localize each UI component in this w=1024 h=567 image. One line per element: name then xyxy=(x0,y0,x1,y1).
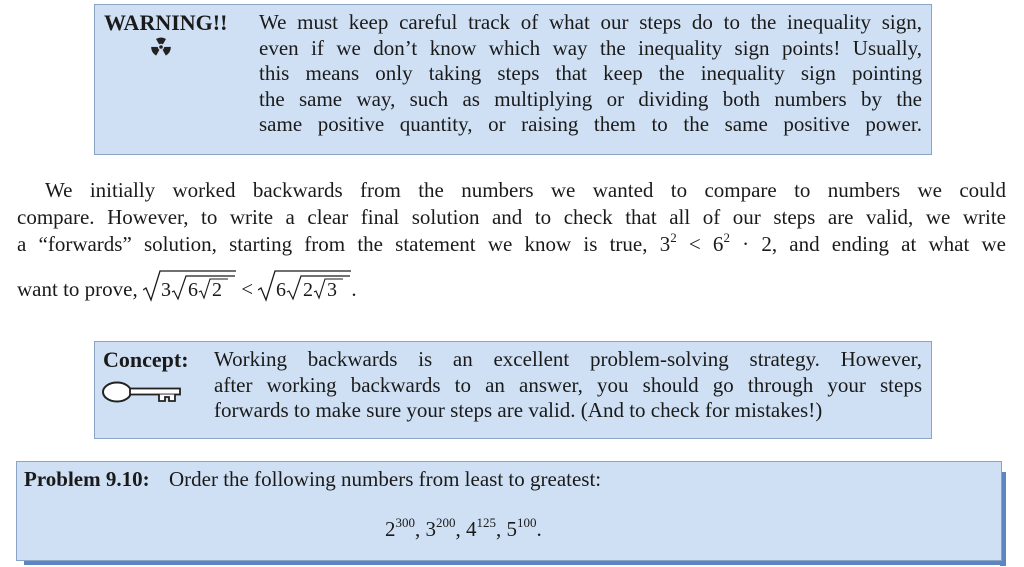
power-exponent: 125 xyxy=(476,515,496,530)
period: . xyxy=(351,277,357,301)
body-line: We initially worked backwards from the numbers we wanted to compare to numbers we could xyxy=(45,178,1006,202)
radicand: 6 xyxy=(187,279,198,301)
less-than-sign: < xyxy=(241,277,254,301)
power-base: 4 xyxy=(466,517,477,541)
radicand: 3 xyxy=(160,279,171,301)
body-text-fragment: want to prove, xyxy=(17,277,138,301)
radicand: 3 xyxy=(327,279,338,301)
nested-radical-right xyxy=(258,270,351,302)
concept-text xyxy=(214,347,922,424)
radiation-icon xyxy=(150,37,172,57)
body-line: compare. However, to write a clear final solution and to check that all of our steps are valid, we write xyxy=(17,205,1006,229)
separator: , xyxy=(496,517,507,541)
key-icon xyxy=(101,381,187,403)
warning-line: even if we don’t know which way the inequality sign points! Usually, xyxy=(259,35,922,60)
warning-label: WARNING!! xyxy=(104,10,228,35)
problem-numbers xyxy=(385,517,542,542)
body-line xyxy=(17,270,1006,303)
nested-radical-left xyxy=(143,270,236,302)
power-base: 5 xyxy=(506,517,517,541)
separator: , xyxy=(455,517,466,541)
concept-line: after working backwards to an answer, you should go through your steps xyxy=(214,372,922,397)
body-text-fragment: < 6 xyxy=(676,232,724,256)
exponent: 2 xyxy=(723,230,730,245)
body-line xyxy=(17,231,1006,258)
body-text-fragment: a “forwards” solution, starting from the statement we know is true, 3 xyxy=(17,232,671,256)
power-exponent: 200 xyxy=(436,515,456,530)
warning-line: We must keep careful track of what our steps do to the inequality sign, xyxy=(259,10,922,34)
radicand: 2 xyxy=(211,279,222,301)
power-exponent: 300 xyxy=(395,515,415,530)
body-paragraph xyxy=(17,177,1006,303)
problem-label: Problem 9.10: xyxy=(24,467,150,491)
separator: , xyxy=(415,517,426,541)
warning-line: this means only taking steps that keep the inequality sign pointing xyxy=(259,61,922,85)
power-exponent: 100 xyxy=(517,515,537,530)
warning-text xyxy=(259,10,922,138)
exponent: 2 xyxy=(670,230,677,245)
warning-line: the same way, such as multiplying or dividing both numbers by the xyxy=(259,86,922,111)
concept-line: Working backwards is an excellent problem-solving strategy. However, xyxy=(214,347,922,371)
problem-statement: Order the following numbers from least to greatest: xyxy=(169,467,602,491)
concept-line: forwards to make sure your steps are valid. (And to check for mistakes!) xyxy=(214,398,823,422)
body-text-fragment: · 2, and ending at what we xyxy=(729,232,1006,256)
radicand: 2 xyxy=(303,279,314,301)
radicand: 6 xyxy=(276,279,287,301)
power-base: 2 xyxy=(385,517,396,541)
concept-label: Concept: xyxy=(103,347,189,372)
power-base: 3 xyxy=(425,517,436,541)
warning-line: same positive quantity, or raising them to the same positive power. xyxy=(259,112,922,136)
period: . xyxy=(536,517,542,541)
